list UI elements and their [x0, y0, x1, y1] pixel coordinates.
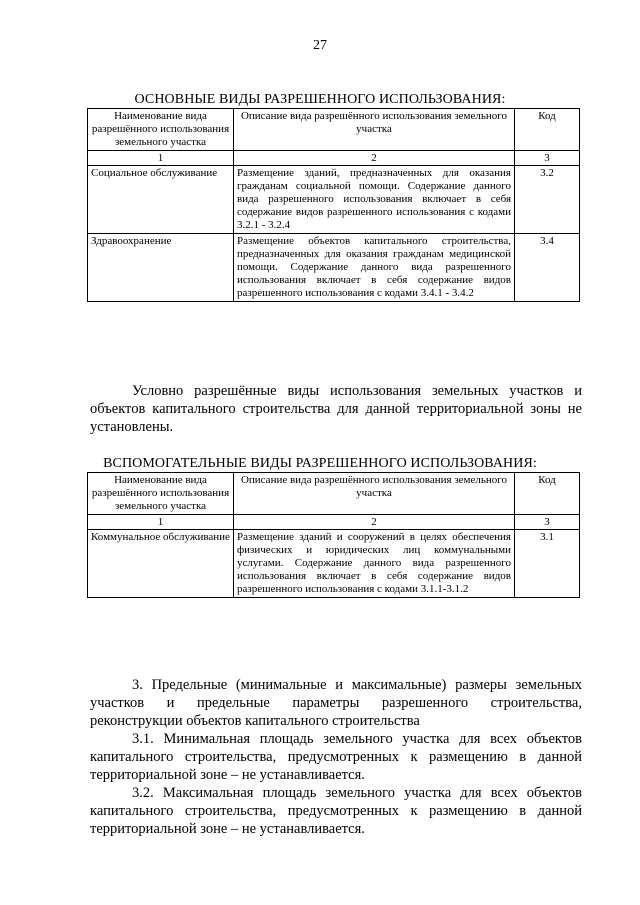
- use-name: Социальное обслуживание: [88, 166, 234, 234]
- column-number-row: [88, 151, 580, 166]
- header-name: Наименование вида разрешённого использования земельного участка: [88, 109, 234, 151]
- header-name: Наименование вида разрешённого использования земельного участка: [88, 473, 234, 515]
- column-number: 2: [234, 151, 515, 166]
- paragraph-3-2: 3.2. Максимальная площадь земельного участка для всех объектов капитального строительства, предусмотренных к размещению в данной территориальной зоне – не устанавливается.: [90, 785, 582, 837]
- use-code: 3.4: [515, 234, 580, 302]
- main-uses-title: ОСНОВНЫЕ ВИДЫ РАЗРЕШЕННОГО ИСПОЛЬЗОВАНИЯ:: [134, 92, 506, 107]
- table-header-row: [88, 473, 580, 515]
- paragraph-3-1: 3.1. Минимальная площадь земельного участка для всех объектов капитального строительства, предусмотренных к размещению в данной территориальной зоне – не устанавливается.: [90, 731, 582, 783]
- column-number: 3: [515, 151, 580, 166]
- paragraph-3: 3. Предельные (минимальные и максимальные) размеры земельных участков и предельные параметры разрешенного строительства, реконструкции объектов капитального строительства: [90, 677, 582, 729]
- use-code: 3.2: [515, 166, 580, 234]
- page-number: 27: [313, 38, 327, 53]
- table-row: [88, 234, 580, 302]
- column-number: 2: [234, 515, 515, 530]
- auxiliary-uses-title: ВСПОМОГАТЕЛЬНЫЕ ВИДЫ РАЗРЕШЕННОГО ИСПОЛЬЗОВАНИЯ:: [103, 456, 537, 471]
- use-name: Коммунальное обслуживание: [88, 530, 234, 598]
- header-description: Описание вида разрешённого использования земельного участка: [234, 109, 515, 151]
- column-number: 1: [88, 151, 234, 166]
- use-description: Размещение зданий и сооружений в целях обеспечения физических и юридических лиц коммунальными услугами. Содержание данного вида разрешенного использования включает в себя содержание видов разрешенного использования с кодами 3.1.1-3.1.2: [234, 530, 515, 598]
- table-row: [88, 530, 580, 598]
- use-description: Размещение зданий, предназначенных для оказания гражданам социальной помощи. Содержание данного вида разрешенного использования включает в себя содержание видов разрешенного использования с кодами 3.2.1 - 3.2.4: [234, 166, 515, 234]
- conditional-uses-text: Условно разрешённые виды использования земельных участков и объектов капитального строительства для данной территориальной зоны не установлены.: [90, 383, 582, 435]
- column-number: 1: [88, 515, 234, 530]
- header-code: Код: [515, 109, 580, 151]
- header-code: Код: [515, 473, 580, 515]
- table-row: [88, 166, 580, 234]
- main-uses-table: [87, 108, 580, 302]
- use-name: Здравоохранение: [88, 234, 234, 302]
- header-description: Описание вида разрешённого использования земельного участка: [234, 473, 515, 515]
- auxiliary-uses-table: [87, 472, 580, 598]
- column-number: 3: [515, 515, 580, 530]
- table-header-row: [88, 109, 580, 151]
- column-number-row: [88, 515, 580, 530]
- use-code: 3.1: [515, 530, 580, 598]
- use-description: Размещение объектов капитального строительства, предназначенных для оказания гражданам медицинской помощи. Содержание данного вида разрешенного использования включает в себя содержание видов разрешенного использования с кодами 3.4.1 - 3.4.2: [234, 234, 515, 302]
